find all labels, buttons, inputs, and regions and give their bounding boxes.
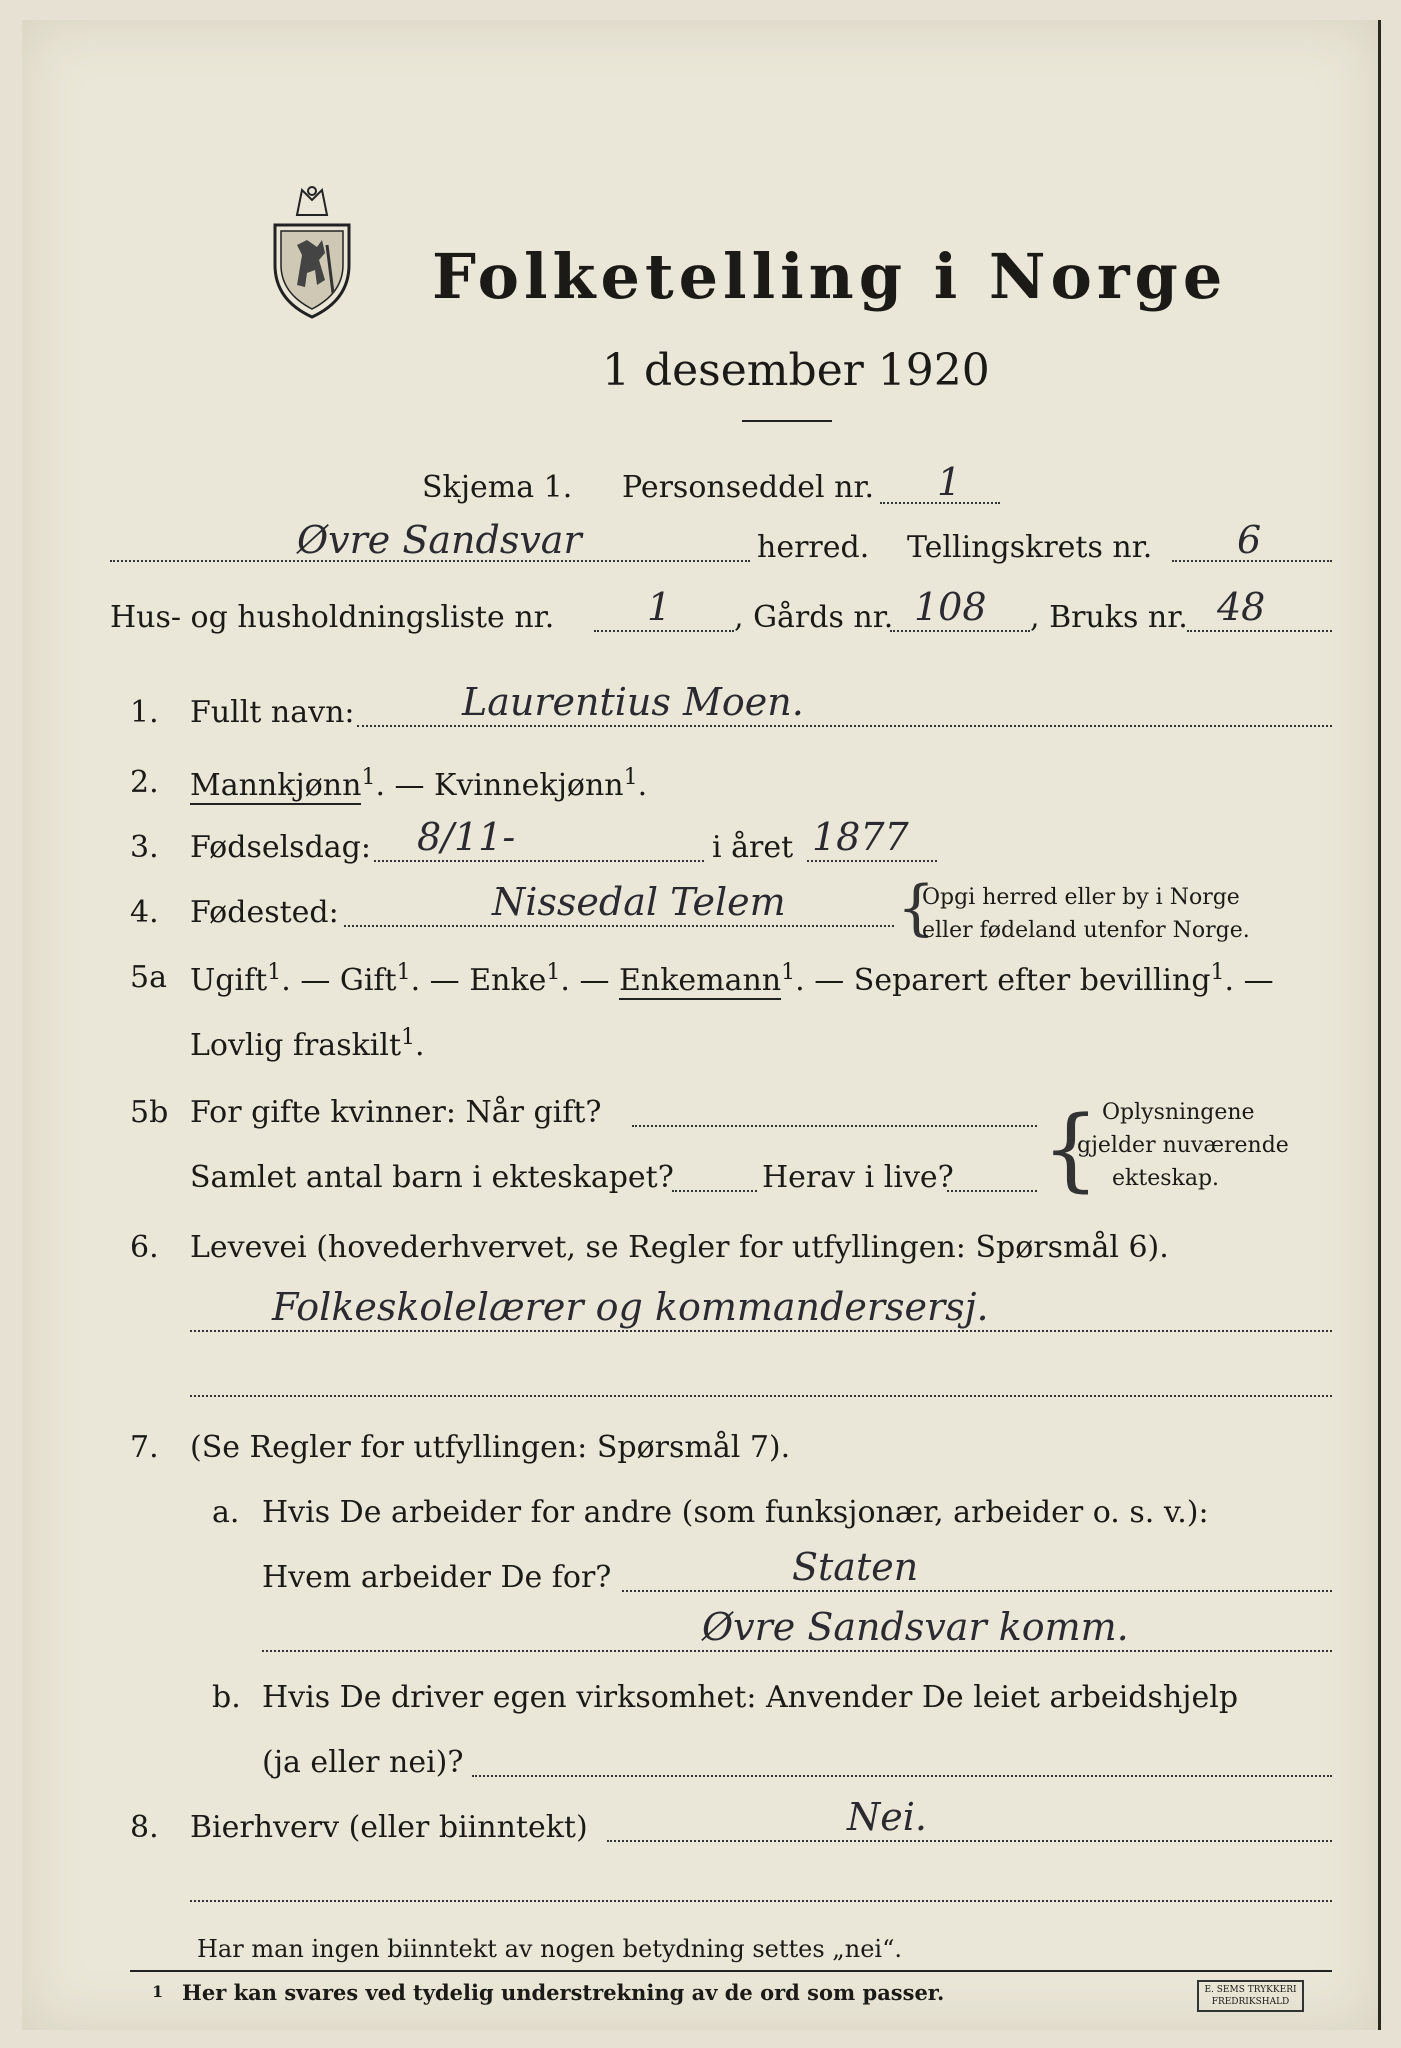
q5b-field3	[947, 1190, 1037, 1192]
gards-value: 108	[914, 585, 987, 629]
bruks-value: 48	[1217, 585, 1266, 629]
q7b-letter: b.	[212, 1680, 241, 1715]
q7b-field	[472, 1775, 1332, 1777]
q5a-fraskilt: Lovlig fraskilt	[190, 1028, 402, 1063]
q1-number: 1.	[130, 695, 159, 730]
q5a-enke: Enke	[469, 963, 547, 998]
coat-of-arms-icon	[267, 185, 357, 320]
q7-label: (Se Regler for utfyllingen: Spørsmål 7).	[190, 1430, 791, 1465]
q5b-field2	[672, 1190, 757, 1192]
q4-brace: {	[897, 873, 936, 943]
q2-female-footnote-marker: 1	[623, 765, 638, 790]
q5b-label2: Samlet antal barn i ekteskapet?	[190, 1160, 674, 1195]
form-title: Folketelling i Norge	[432, 240, 1228, 313]
q7a-value2: Øvre Sandsvar komm.	[702, 1605, 1129, 1649]
q1-value: Laurentius Moen.	[462, 680, 804, 724]
q2-male-footnote-marker: 1	[361, 765, 376, 790]
footnote-number: 1	[152, 1982, 164, 2001]
footnote-text: Her kan svares ved tydelig understrekning av de ord som passer.	[182, 1980, 945, 2005]
q4-note-line2: eller fødeland utenfor Norge.	[922, 918, 1250, 943]
q5b-label1: For gifte kvinner: Når gift?	[190, 1095, 602, 1130]
q6-field1	[190, 1330, 1332, 1332]
q6-field2	[190, 1395, 1332, 1397]
q7a-field1	[622, 1590, 1332, 1592]
q5a-enke-marker: 1	[546, 960, 561, 985]
census-form	[22, 20, 1381, 2030]
q5a-options: Ugift$^1$. — Gift$^1$. — Enke$^1$. — Enkemann$^1$. — Separert efter bevilling$^1$. —	[190, 960, 1274, 998]
q5b-label3: Herav i live?	[762, 1160, 954, 1195]
q5a-dash-2: —	[420, 963, 470, 998]
q7-number: 7.	[130, 1430, 159, 1465]
footer-note: Har man ingen biinntekt av nogen betydning settes „nei“.	[197, 1935, 902, 1963]
q8-label: Bierhverv (eller biinntekt)	[190, 1810, 588, 1845]
q7a-question: Hvem arbeider De for?	[262, 1560, 612, 1595]
q5a-dash-3: —	[569, 963, 619, 998]
bruks-label: , Bruks nr.	[1030, 600, 1188, 635]
q2-options	[190, 765, 647, 803]
tellingskrets-value: 6	[1237, 518, 1262, 562]
q7b-label: Hvis De driver egen virksomhet: Anvender De leiet arbeidshjelp	[262, 1680, 1239, 1715]
q5a-ugift-marker: 1	[267, 960, 282, 985]
q5a-enkemann: Enkemann	[619, 963, 782, 998]
q5b-note-line1: Oplysningene	[1102, 1100, 1255, 1125]
q3-year-label: i året	[712, 830, 794, 865]
q4-number: 4.	[130, 895, 159, 930]
q5a-separert: Separert efter bevilling	[853, 963, 1211, 998]
q5b-note-line2: gjelder nuværende	[1077, 1133, 1289, 1158]
q5a-separert-marker: 1	[1210, 960, 1225, 985]
q3-label: Fødselsdag:	[190, 830, 371, 865]
q8-field2	[190, 1900, 1332, 1902]
q5a-ugift: Ugift	[190, 963, 268, 998]
q5b-brace: {	[1042, 1097, 1100, 1202]
q1-label: Fullt navn:	[190, 695, 355, 730]
tellingskrets-label: Tellingskrets nr.	[907, 530, 1153, 565]
q5a-gift-marker: 1	[396, 960, 411, 985]
q8-field1	[607, 1840, 1332, 1842]
q5a-enkemann-marker: 1	[781, 960, 796, 985]
printer-stamp: E. SEMS TRYKKERI FREDRIKSHALD	[1197, 1980, 1304, 2012]
q8-value: Nei.	[847, 1795, 927, 1839]
q2-female-option: Kvinnekjønn	[434, 768, 624, 803]
gards-field	[890, 630, 1030, 632]
husliste-field	[594, 630, 734, 632]
q4-note-line1: Opgi herred eller by i Norge	[922, 885, 1240, 910]
q6-value: Folkeskolelærer og kommandersersj.	[272, 1285, 989, 1329]
q7a-field2	[262, 1650, 1332, 1652]
q5a-fraskilt-marker: 1	[401, 1025, 416, 1050]
personseddel-label: Personseddel nr.	[622, 470, 875, 505]
q5a-dash-4: —	[804, 963, 854, 998]
q5b-note-line3: ekteskap.	[1112, 1166, 1220, 1191]
personseddel-value: 1	[937, 460, 962, 504]
q5a-number: 5a	[130, 960, 167, 995]
q2-number: 2.	[130, 765, 159, 800]
q1-field	[357, 725, 1332, 727]
q3-day-field	[374, 860, 704, 862]
census-date: 1 desember 1920	[602, 345, 990, 396]
q5b-number: 5b	[130, 1095, 169, 1130]
footer-divider	[130, 1970, 1332, 1972]
skjema-label: Skjema 1.	[422, 470, 573, 505]
q4-field	[344, 925, 894, 927]
herred-label: herred.	[757, 530, 870, 565]
q4-value: Nissedal Telem	[492, 880, 786, 924]
q6-number: 6.	[130, 1230, 159, 1265]
q5a-fraskilt-line: Lovlig fraskilt$^1$.	[190, 1025, 425, 1063]
q7a-label: Hvis De arbeider for andre (som funksjonær, arbeider o. s. v.):	[262, 1495, 1209, 1530]
husliste-label: Hus- og husholdningsliste nr.	[110, 600, 555, 635]
q7a-value1: Staten	[792, 1545, 919, 1589]
q3-year-value: 1877	[812, 815, 909, 859]
gards-label: , Gårds nr.	[734, 600, 894, 635]
q8-number: 8.	[130, 1810, 159, 1845]
q6-label: Levevei (hovederhvervet, se Regler for utfyllingen: Spørsmål 6).	[190, 1230, 1169, 1265]
title-divider	[742, 420, 832, 422]
q3-day-value: 8/11-	[417, 815, 516, 859]
q7a-letter: a.	[212, 1495, 240, 1530]
q5a-gift: Gift	[339, 963, 397, 998]
q5a-dash-1: —	[290, 963, 340, 998]
bruks-field	[1187, 630, 1332, 632]
q5b-field1	[632, 1125, 1037, 1127]
herred-value: Øvre Sandsvar	[297, 518, 582, 562]
q2-separator: . —	[375, 768, 435, 803]
q2-end: .	[637, 768, 648, 803]
q7b-question: (ja eller nei)?	[262, 1745, 464, 1780]
q3-year-field	[807, 860, 937, 862]
q3-number: 3.	[130, 830, 159, 865]
q2-male-option: Mannkjønn	[190, 768, 362, 803]
husliste-value: 1	[647, 585, 672, 629]
q4-label: Fødested:	[190, 895, 339, 930]
